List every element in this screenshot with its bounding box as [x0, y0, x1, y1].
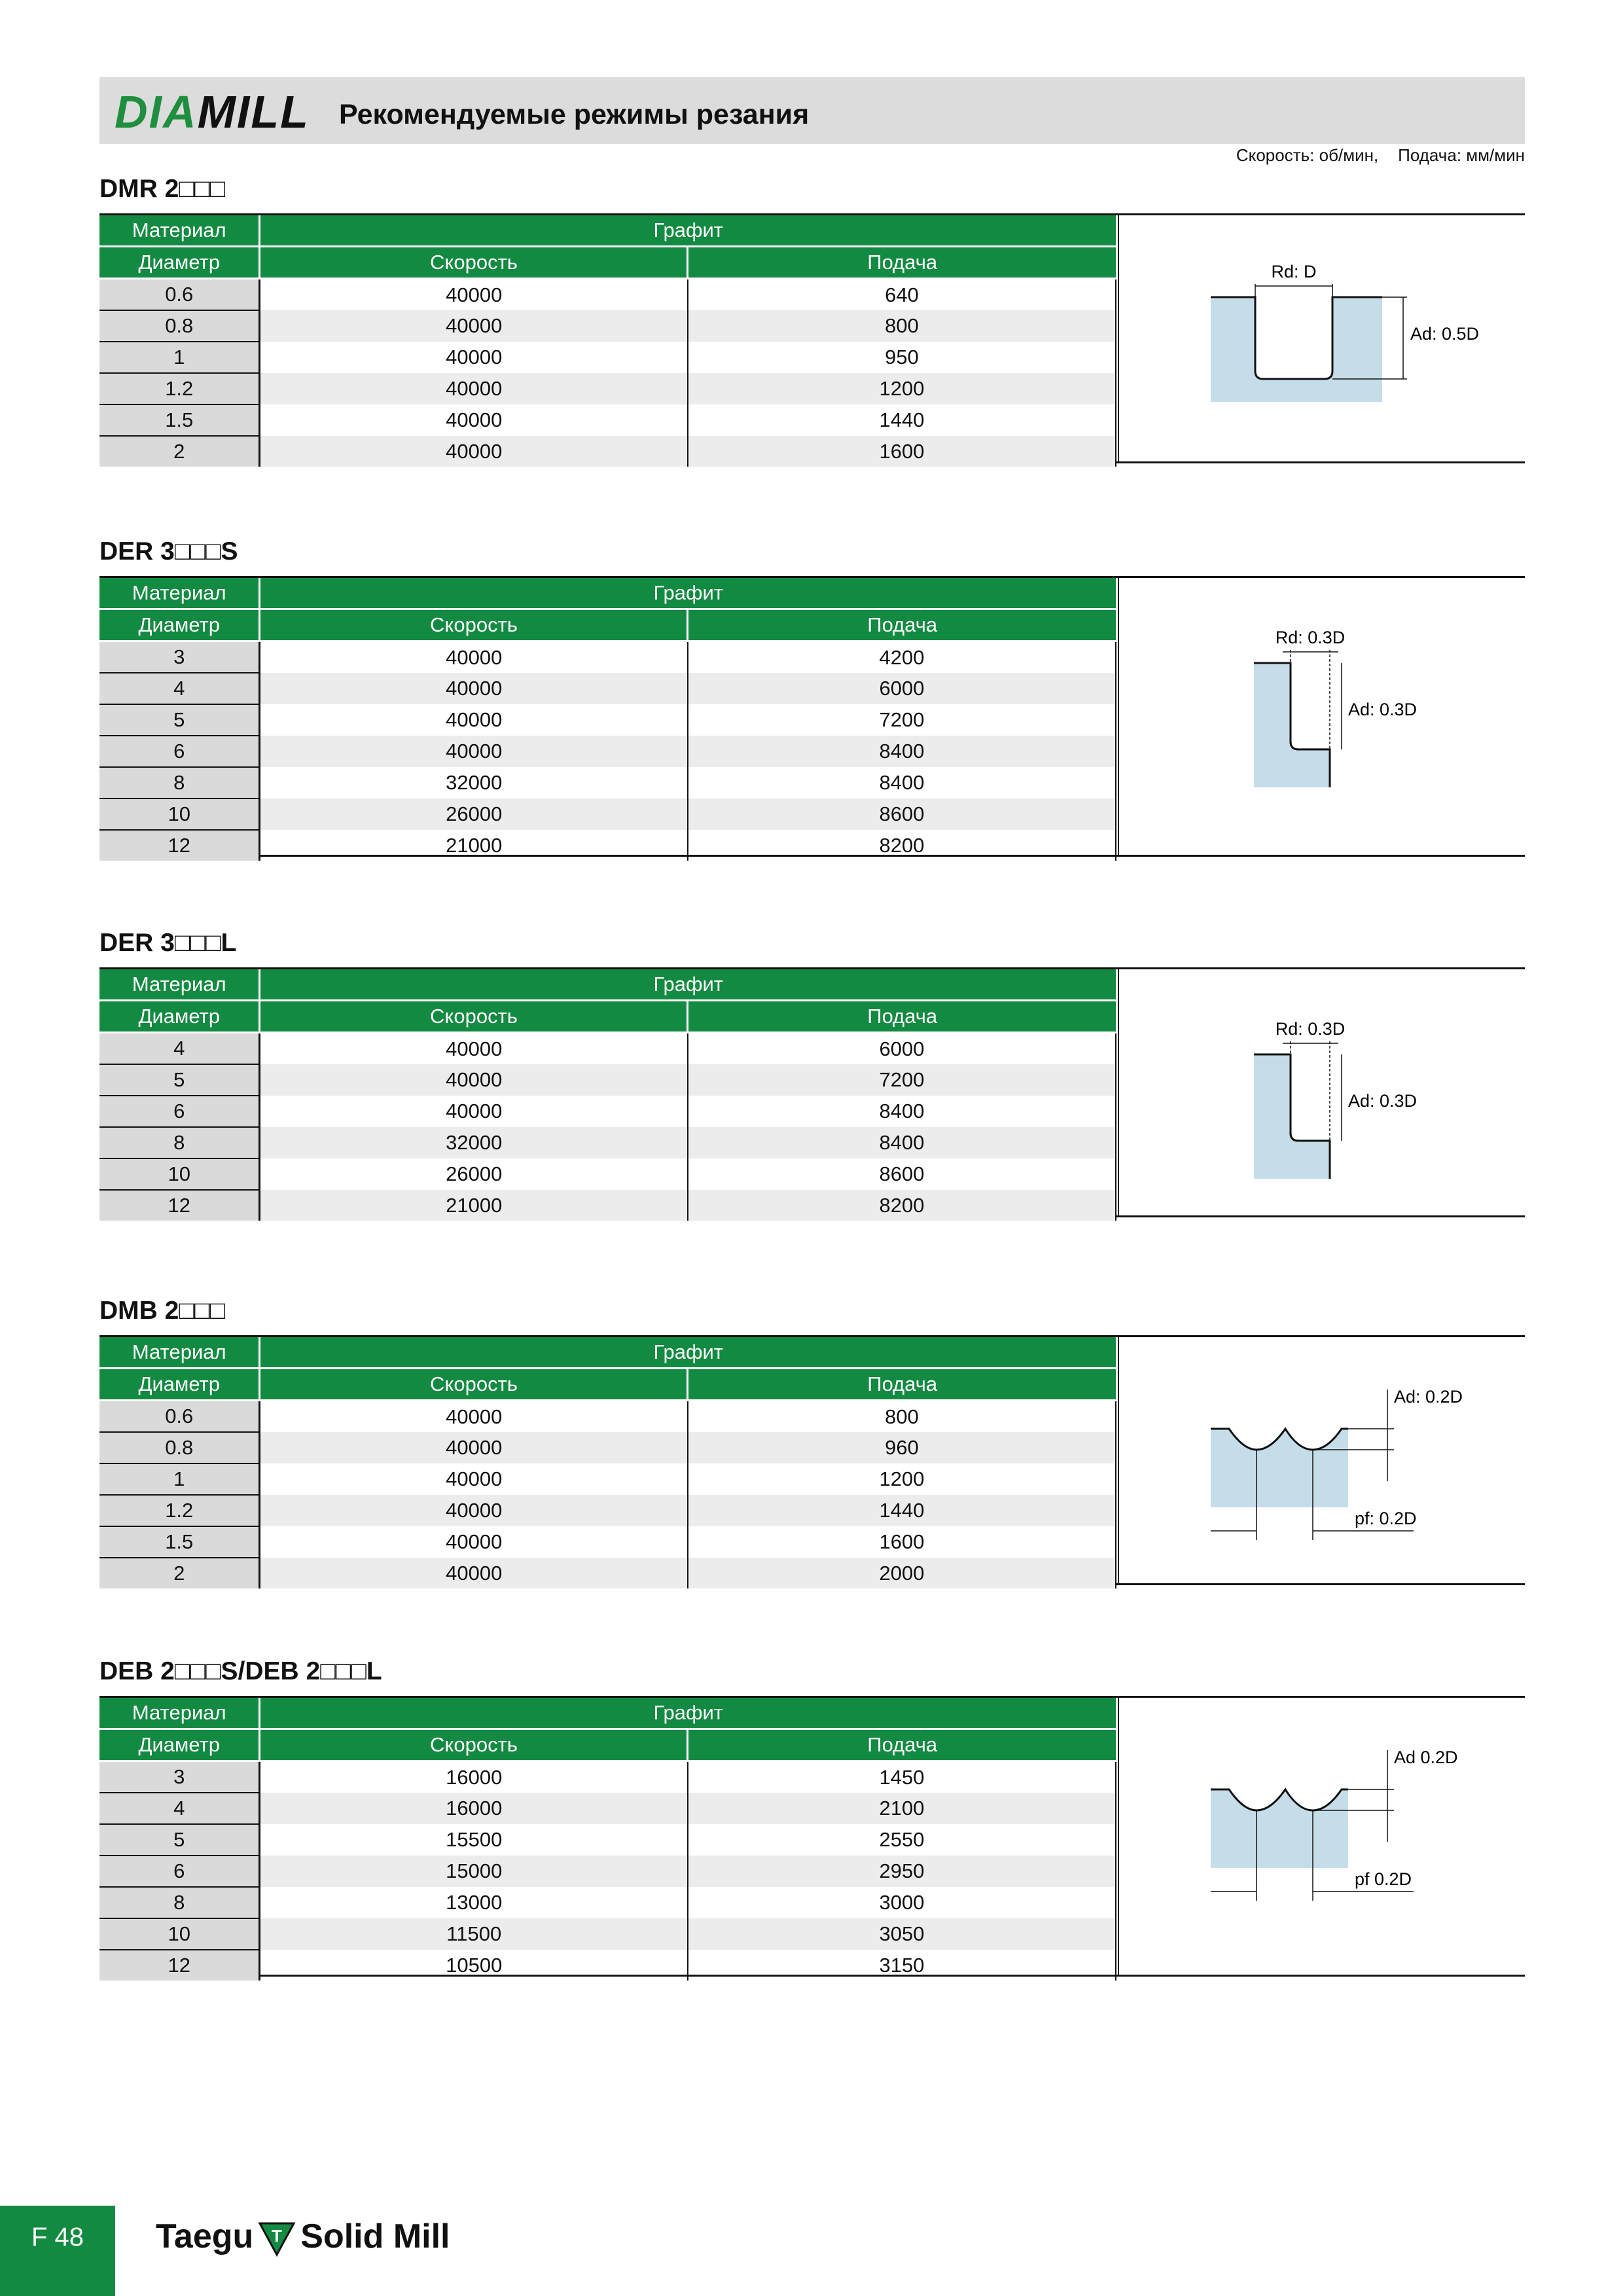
speed-cell: 26000: [260, 798, 688, 830]
diameter-cell: 2: [99, 1558, 260, 1588]
section-title: DER 3□□□L: [99, 929, 237, 957]
logo-part-mill: MILL: [197, 86, 310, 137]
speed-cell: 32000: [260, 1127, 688, 1158]
column-header-row: [99, 247, 1116, 279]
diameter-header: Диаметр: [99, 1729, 260, 1761]
diameter-cell: 1: [99, 1463, 260, 1495]
brand-logo: [156, 2217, 450, 2257]
feed-header: Подача: [688, 1369, 1116, 1401]
material-value: Графит: [260, 215, 1116, 247]
diameter-cell: 4: [99, 673, 260, 704]
table-row: [99, 673, 1116, 704]
diameter-cell: 1.5: [99, 1526, 260, 1558]
axial-depth-label: Ad: 0.3D: [1348, 1091, 1418, 1111]
speed-header: Скорость: [260, 609, 688, 641]
feed-cell: 950: [688, 342, 1116, 373]
diameter-header: Диаметр: [99, 1001, 260, 1033]
speed-cell: 40000: [260, 1401, 688, 1433]
table-row: [99, 1190, 1116, 1221]
material-row: [99, 578, 1116, 609]
speed-header: Скорость: [260, 247, 688, 279]
speed-cell: 21000: [260, 1190, 688, 1221]
page-title: Рекомендуемые режимы резания: [339, 99, 810, 130]
feed-cell: 800: [688, 310, 1116, 342]
diameter-cell: 10: [99, 1158, 260, 1190]
diamill-logo: [115, 86, 310, 137]
column-header-row: [99, 1369, 1116, 1401]
feed-cell: 6000: [688, 673, 1116, 704]
feed-cell: 8200: [688, 1190, 1116, 1221]
diameter-cell: 1: [99, 342, 260, 373]
table-row: [99, 1158, 1116, 1190]
feed-cell: 3050: [688, 1918, 1116, 1950]
diameter-cell: 5: [99, 704, 260, 736]
feed-header: Подача: [688, 1729, 1116, 1761]
feed-header: Подача: [688, 609, 1116, 641]
feed-cell: 4200: [688, 641, 1116, 673]
speed-cell: 40000: [260, 1463, 688, 1495]
diameter-cell: 3: [99, 1761, 260, 1793]
brand-name-left: Taegu: [156, 2217, 254, 2255]
diameter-header: Диаметр: [99, 609, 260, 641]
section-title: DER 3□□□S: [99, 537, 238, 565]
table-row: [99, 436, 1116, 467]
cutting-table-grid: [99, 578, 1116, 861]
feed-cell: 7200: [688, 1064, 1116, 1096]
material-row: [99, 215, 1116, 247]
diameter-cell: 8: [99, 767, 260, 798]
diagram-svg: [1119, 1698, 1526, 1975]
table-row: [99, 1096, 1116, 1127]
units-feed: Подача: мм/мин: [1398, 145, 1525, 165]
material-value: Графит: [260, 969, 1116, 1001]
speed-cell: 40000: [260, 1526, 688, 1558]
diameter-cell: 2: [99, 436, 260, 467]
section-title: DMR 2□□□: [99, 175, 226, 203]
diameter-cell: 0.8: [99, 310, 260, 342]
cutting-table: [99, 1335, 1525, 1585]
table-row: [99, 1761, 1116, 1793]
axial-depth-label: Ad: 0.3D: [1348, 700, 1418, 719]
feed-cell: 3150: [688, 1950, 1116, 1981]
material-row: [99, 1337, 1116, 1369]
table-row: [99, 373, 1116, 404]
diameter-cell: 6: [99, 1096, 260, 1127]
speed-cell: 15500: [260, 1824, 688, 1856]
diameter-cell: 10: [99, 798, 260, 830]
brand-emblem-letter: T: [272, 2226, 283, 2246]
diameter-cell: 1.2: [99, 1495, 260, 1526]
feed-cell: 8400: [688, 1096, 1116, 1127]
diameter-cell: 6: [99, 1856, 260, 1887]
cutting-table-grid: [99, 1337, 1116, 1588]
speed-cell: 40000: [260, 1096, 688, 1127]
material-label: Материал: [99, 1698, 260, 1729]
table-row: [99, 404, 1116, 436]
diameter-cell: 5: [99, 1064, 260, 1096]
material-row: [99, 969, 1116, 1001]
speed-cell: 11500: [260, 1918, 688, 1950]
cutting-table-grid: [99, 215, 1116, 467]
speed-cell: 13000: [260, 1887, 688, 1918]
units-speed: Скорость: об/мин,: [1236, 145, 1379, 165]
speed-cell: 21000: [260, 830, 688, 861]
diameter-cell: 1.5: [99, 404, 260, 436]
table-row: [99, 1887, 1116, 1918]
diagram-svg: [1119, 969, 1526, 1215]
diagram-svg: [1119, 215, 1526, 461]
diameter-cell: 5: [99, 1824, 260, 1856]
table-row: [99, 1950, 1116, 1981]
axial-depth-label: Ad 0.2D: [1394, 1748, 1458, 1767]
speed-cell: 16000: [260, 1793, 688, 1824]
diameter-cell: 0.6: [99, 1401, 260, 1433]
section-title: DEB 2□□□S/DEB 2□□□L: [99, 1657, 382, 1685]
material-label: Материал: [99, 215, 260, 247]
diameter-cell: 0.6: [99, 279, 260, 311]
table-row: [99, 310, 1116, 342]
pick-feed-label: pf: 0.2D: [1355, 1509, 1417, 1528]
material-label: Материал: [99, 969, 260, 1001]
speed-cell: 40000: [260, 1064, 688, 1096]
feed-cell: 3000: [688, 1887, 1116, 1918]
feed-cell: 800: [688, 1401, 1116, 1433]
cut-diagram: [1118, 215, 1526, 461]
speed-header: Скорость: [260, 1729, 688, 1761]
cutting-table-grid: [99, 969, 1116, 1221]
cut-diagram: [1118, 1698, 1526, 1975]
feed-cell: 6000: [688, 1033, 1116, 1065]
diameter-cell: 6: [99, 736, 260, 767]
cut-diagram: [1118, 969, 1526, 1215]
speed-cell: 40000: [260, 736, 688, 767]
units-note: [1236, 145, 1525, 165]
diameter-cell: 8: [99, 1127, 260, 1158]
feed-header: Подача: [688, 1001, 1116, 1033]
feed-cell: 1200: [688, 373, 1116, 404]
material-label: Материал: [99, 578, 260, 609]
page-number: F 48: [31, 2223, 84, 2251]
feed-cell: 8400: [688, 767, 1116, 798]
feed-cell: 8600: [688, 1158, 1116, 1190]
table-row: [99, 1033, 1116, 1065]
table-row: [99, 1558, 1116, 1588]
speed-cell: 40000: [260, 342, 688, 373]
diameter-cell: 12: [99, 1950, 260, 1981]
feed-cell: 1450: [688, 1761, 1116, 1793]
feed-cell: 8200: [688, 830, 1116, 861]
table-row: [99, 736, 1116, 767]
feed-cell: 2000: [688, 1558, 1116, 1588]
diameter-cell: 0.8: [99, 1432, 260, 1463]
material-label: Материал: [99, 1337, 260, 1369]
table-row: [99, 1127, 1116, 1158]
diameter-cell: 12: [99, 830, 260, 861]
material-row: [99, 1698, 1116, 1729]
speed-cell: 40000: [260, 279, 688, 311]
material-value: Графит: [260, 1337, 1116, 1369]
diameter-cell: 8: [99, 1887, 260, 1918]
cutting-table-grid: [99, 1698, 1116, 1981]
radial-depth-label: Rd: 0.3D: [1275, 1019, 1346, 1039]
table-row: [99, 1432, 1116, 1463]
feed-cell: 640: [688, 279, 1116, 311]
feed-cell: 8600: [688, 798, 1116, 830]
speed-header: Скорость: [260, 1001, 688, 1033]
table-row: [99, 279, 1116, 311]
table-row: [99, 1824, 1116, 1856]
speed-cell: 10500: [260, 1950, 688, 1981]
table-row: [99, 1793, 1116, 1824]
cut-diagram: [1118, 578, 1526, 855]
axial-depth-label: Ad: 0.5D: [1410, 324, 1480, 344]
material-value: Графит: [260, 1698, 1116, 1729]
table-row: [99, 798, 1116, 830]
column-header-row: [99, 609, 1116, 641]
diagram-svg: [1119, 578, 1526, 855]
diameter-cell: 10: [99, 1918, 260, 1950]
speed-cell: 40000: [260, 641, 688, 673]
radial-depth-label: Rd: D: [1271, 262, 1317, 281]
table-row: [99, 342, 1116, 373]
speed-cell: 26000: [260, 1158, 688, 1190]
table-row: [99, 1463, 1116, 1495]
section-title: DMB 2□□□: [99, 1297, 226, 1325]
feed-cell: 8400: [688, 736, 1116, 767]
brand-name-right: Solid Mill: [300, 2217, 450, 2255]
speed-cell: 32000: [260, 767, 688, 798]
feed-cell: 2950: [688, 1856, 1116, 1887]
diagram-svg: [1119, 1337, 1526, 1583]
table-row: [99, 704, 1116, 736]
speed-cell: 40000: [260, 404, 688, 436]
brand-emblem-icon: [257, 2219, 296, 2257]
pick-feed-label: pf 0.2D: [1355, 1869, 1412, 1889]
speed-cell: 15000: [260, 1856, 688, 1887]
speed-cell: 40000: [260, 310, 688, 342]
column-header-row: [99, 1729, 1116, 1761]
radial-depth-label: Rd: 0.3D: [1275, 628, 1346, 647]
speed-cell: 40000: [260, 436, 688, 467]
diameter-cell: 3: [99, 641, 260, 673]
speed-cell: 40000: [260, 704, 688, 736]
diameter-cell: 4: [99, 1793, 260, 1824]
diameter-cell: 12: [99, 1190, 260, 1221]
speed-cell: 16000: [260, 1761, 688, 1793]
speed-header: Скорость: [260, 1369, 688, 1401]
feed-cell: 960: [688, 1432, 1116, 1463]
table-row: [99, 1918, 1116, 1950]
table-row: [99, 1526, 1116, 1558]
table-row: [99, 1401, 1116, 1433]
diameter-cell: 1.2: [99, 373, 260, 404]
logo-part-dia: DIA: [115, 86, 198, 137]
axial-depth-label: Ad: 0.2D: [1394, 1387, 1463, 1407]
feed-cell: 1440: [688, 404, 1116, 436]
speed-cell: 40000: [260, 673, 688, 704]
speed-cell: 40000: [260, 1033, 688, 1065]
speed-cell: 40000: [260, 1558, 688, 1588]
material-value: Графит: [260, 578, 1116, 609]
cut-diagram: [1118, 1337, 1526, 1583]
table-row: [99, 1495, 1116, 1526]
column-header-row: [99, 1001, 1116, 1033]
feed-cell: 2550: [688, 1824, 1116, 1856]
table-row: [99, 1064, 1116, 1096]
diameter-header: Диаметр: [99, 247, 260, 279]
cutting-table: [99, 967, 1525, 1217]
feed-cell: 2100: [688, 1793, 1116, 1824]
speed-cell: 40000: [260, 1495, 688, 1526]
diameter-cell: 4: [99, 1033, 260, 1065]
table-row: [99, 641, 1116, 673]
cutting-table: [99, 576, 1525, 857]
feed-cell: 1200: [688, 1463, 1116, 1495]
header-bar: [99, 77, 1525, 144]
feed-cell: 1440: [688, 1495, 1116, 1526]
table-row: [99, 767, 1116, 798]
speed-cell: 40000: [260, 1432, 688, 1463]
feed-header: Подача: [688, 247, 1116, 279]
speed-cell: 40000: [260, 373, 688, 404]
table-row: [99, 830, 1116, 861]
diameter-header: Диаметр: [99, 1369, 260, 1401]
feed-cell: 8400: [688, 1127, 1116, 1158]
feed-cell: 7200: [688, 704, 1116, 736]
feed-cell: 1600: [688, 1526, 1116, 1558]
cutting-table: [99, 213, 1525, 463]
cutting-table: [99, 1696, 1525, 1977]
feed-cell: 1600: [688, 436, 1116, 467]
table-row: [99, 1856, 1116, 1887]
